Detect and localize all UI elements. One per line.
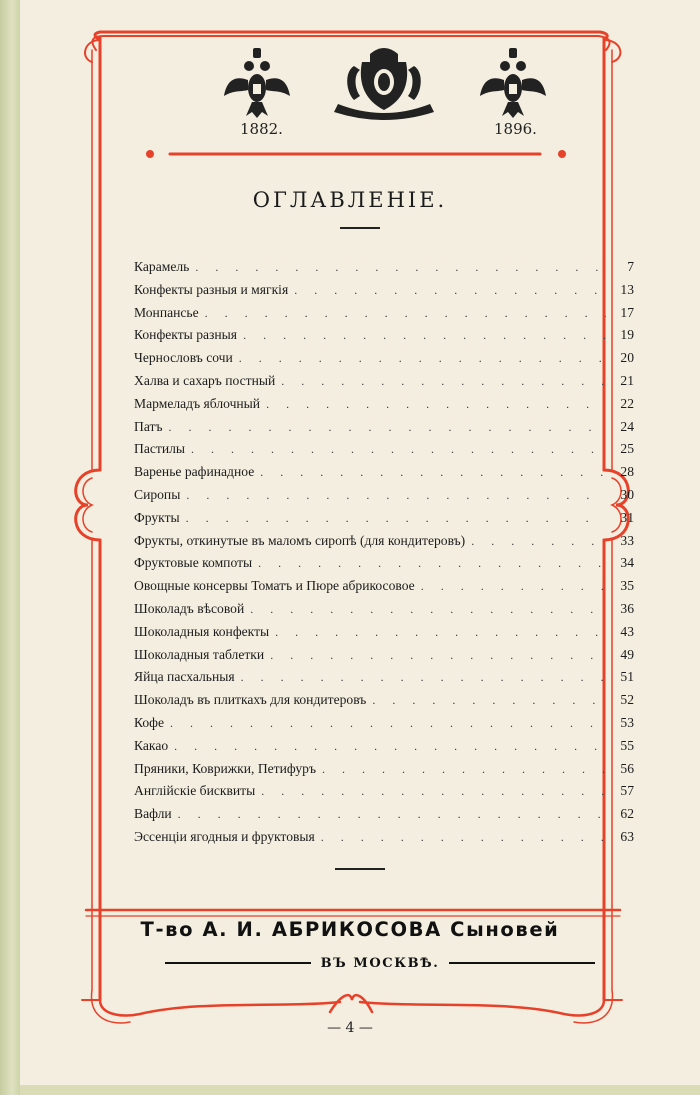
toc-entry-label: Патъ: [134, 418, 163, 434]
toc-entry-label: Кофе: [134, 714, 165, 730]
eagle-emblem-left-icon: [222, 44, 292, 120]
city-row: [165, 952, 595, 974]
toc-entry-label: Фруктовые компоты: [134, 555, 253, 571]
toc-entry-label: Шоколадныя конфекты: [134, 623, 270, 639]
toc-leader-dots: [275, 625, 606, 640]
eagle-emblem-right-icon: [478, 44, 548, 120]
toc-entry-label: Вафли: [134, 806, 172, 822]
toc-entry: [134, 624, 634, 647]
toc-entry-label: Пастилы: [134, 441, 186, 457]
toc-leader-dots: [243, 328, 606, 343]
page-title: ОГЛАВЛЕНIЕ.: [252, 188, 448, 212]
toc-leader-dots: [261, 784, 606, 799]
toc-leader-dots: [174, 739, 606, 754]
toc-entry-label: Карамель: [134, 259, 190, 274]
toc-entry-label: Халва и сахаръ постный: [134, 372, 276, 388]
table-of-contents: [134, 259, 634, 852]
toc-entry: [134, 419, 634, 442]
toc-entry: [134, 510, 634, 533]
toc-leader-dots: [372, 693, 606, 708]
toc-entry: [134, 441, 634, 464]
toc-entry: [134, 601, 634, 624]
toc-entry-label: Конфекты разныя: [134, 327, 238, 343]
toc-entry-label: Овощные консервы Томатъ и Пюре абрикосовое: [134, 578, 415, 594]
toc-entry: [134, 669, 634, 692]
toc-entry: [134, 783, 634, 806]
toc-entry: [134, 738, 634, 761]
page-number: — 4 —: [327, 1020, 373, 1036]
toc-leader-dots: [421, 579, 606, 594]
toc-entry-label: Сиропы: [134, 486, 181, 502]
toc-entry: [134, 806, 634, 829]
toc-entry-label: Фрукты: [134, 509, 180, 525]
toc-entry-page: 34: [620, 555, 634, 571]
toc-entry-page: 7: [627, 259, 634, 274]
toc-entry-label: Монпансье: [134, 304, 199, 320]
toc-entry: [134, 396, 634, 419]
year-left: 1882.: [240, 120, 283, 138]
toc-entry-page: 36: [620, 600, 634, 616]
toc-entry-page: 57: [620, 783, 634, 799]
toc-leader-dots: [168, 420, 606, 435]
toc-entry-label: Яйца пасхальныя: [134, 669, 235, 685]
toc-leader-dots: [239, 351, 606, 366]
toc-entry: [134, 327, 634, 350]
toc-entry: [134, 715, 634, 738]
toc-entry-page: 56: [620, 760, 634, 776]
toc-entry-page: 33: [620, 532, 634, 548]
toc-entry-label: Конфекты разныя и мягкiя: [134, 281, 289, 297]
toc-entry-page: 20: [620, 350, 634, 366]
toc-entry: [134, 487, 634, 510]
toc-entry: [134, 647, 634, 670]
toc-entry-page: 31: [620, 509, 634, 525]
firm-name: Т-во А. И. АБРИКОСОВА Сыновей: [140, 918, 560, 941]
title-underline: [340, 227, 380, 229]
toc-entry-label: Шоколадъ въ плиткахъ для кондитеровъ: [134, 692, 367, 708]
city-rule-left: [165, 962, 311, 964]
city-rule-right: [449, 962, 595, 964]
toc-entry-page: 49: [620, 646, 634, 662]
toc-entry: [134, 464, 634, 487]
toc-entry-page: 19: [620, 327, 634, 343]
toc-leader-dots: [178, 807, 606, 822]
toc-leader-dots: [321, 830, 606, 845]
toc-entry-label: Мармеладъ яблочный: [134, 395, 261, 411]
toc-entry-label: Эссенцiи ягодныя и фруктовыя: [134, 828, 315, 844]
toc-entry: [134, 692, 634, 715]
toc-entry-page: 51: [620, 669, 634, 685]
toc-leader-dots: [186, 511, 606, 526]
toc-entry-page: 25: [620, 441, 634, 457]
toc-entry: [134, 578, 634, 601]
toc-entry-label: Фрукты, откинутые въ маломъ сиропѣ (для кондитеровъ): [134, 532, 466, 548]
toc-entry-page: 53: [620, 714, 634, 730]
year-right: 1896.: [494, 120, 537, 138]
toc-entry-page: 52: [620, 692, 634, 708]
toc-entry-page: 28: [620, 464, 634, 480]
toc-entry-label: Шоколадныя таблетки: [134, 646, 265, 662]
toc-entry: [134, 305, 634, 328]
toc-leader-dots: [186, 488, 606, 503]
toc-entry-label: Англiйскiе бисквиты: [134, 783, 256, 799]
toc-leader-dots: [241, 670, 606, 685]
toc-entry-page: 55: [620, 737, 634, 753]
toc-entry: [134, 761, 634, 784]
toc-entry-page: 30: [620, 486, 634, 502]
toc-entry-page: 43: [620, 623, 634, 639]
toc-entry-page: 21: [620, 372, 634, 388]
toc-entry: [134, 555, 634, 578]
toc-leader-dots: [250, 602, 606, 617]
toc-entry-label: Чернословъ сочи: [134, 350, 233, 366]
coat-of-arms-icon: [324, 42, 444, 122]
toc-entry: [134, 350, 634, 373]
city-name: ВЪ МОСКВѢ.: [320, 955, 440, 971]
toc-leader-dots: [191, 442, 606, 457]
toc-entry-page: 17: [620, 304, 634, 320]
toc-leader-dots: [205, 306, 606, 321]
toc-leader-dots: [170, 716, 606, 731]
toc-entry: [134, 282, 634, 305]
toc-leader-dots: [258, 556, 606, 571]
toc-leader-dots: [270, 648, 606, 663]
toc-entry-label: Пряники, Коврижки, Петифуръ: [134, 760, 316, 776]
toc-entry-label: Какао: [134, 737, 169, 753]
toc-entry-page: 62: [620, 806, 634, 822]
toc-end-rule: [335, 868, 385, 870]
toc-entry: [134, 533, 634, 556]
toc-leader-dots: [260, 465, 606, 480]
toc-leader-dots: [322, 762, 606, 777]
toc-leader-dots: [281, 374, 606, 389]
toc-entry-page: 63: [620, 828, 634, 844]
toc-leader-dots: [294, 283, 606, 298]
toc-entry-page: 22: [620, 395, 634, 411]
toc-entry-page: 35: [620, 578, 634, 594]
toc-entry: [134, 259, 634, 282]
toc-entry: [134, 829, 634, 852]
toc-entry-page: 24: [620, 418, 634, 434]
toc-entry: [134, 373, 634, 396]
toc-entry-page: 13: [620, 281, 634, 297]
toc-entry-label: Шоколадъ вѣсовой: [134, 600, 245, 616]
toc-leader-dots: [471, 534, 606, 549]
toc-leader-dots: [266, 397, 606, 412]
toc-leader-dots: [195, 260, 606, 275]
toc-entry-label: Варенье рафинадное: [134, 464, 255, 480]
